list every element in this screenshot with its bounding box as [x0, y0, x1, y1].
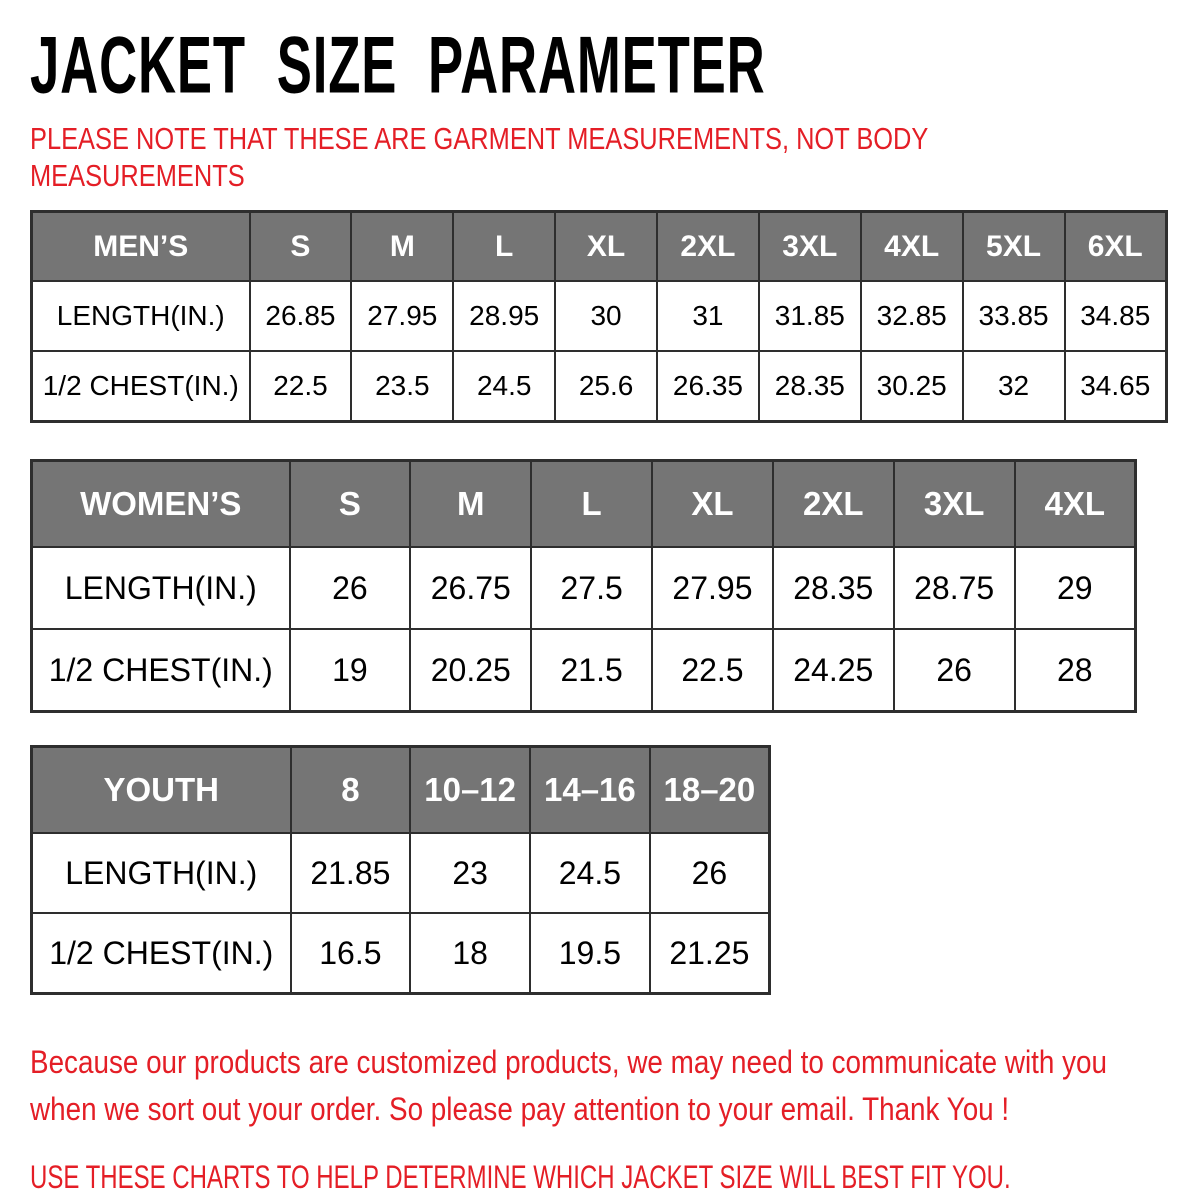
womens-size-header-4: 2XL: [773, 461, 894, 548]
mens-size-header-2: L: [453, 212, 555, 282]
youth-header-row: [32, 747, 770, 834]
mens-size-header-3: XL: [555, 212, 657, 282]
womens-size-header-1: M: [410, 461, 531, 548]
mens-size-header-8: 6XL: [1065, 212, 1167, 282]
youth-table-title-cell: YOUTH: [32, 747, 291, 834]
mens-size-header-4: 2XL: [657, 212, 759, 282]
mens-value-1-1: 23.5: [351, 351, 453, 422]
womens-size-header-0: S: [290, 461, 411, 548]
womens-value-0-4: 28.35: [773, 547, 894, 629]
womens-row-label-1: 1/2 CHEST(IN.): [32, 629, 290, 712]
mens-size-header-1: M: [351, 212, 453, 282]
mens-value-0-5: 31.85: [759, 281, 861, 351]
customization-notice: [30, 1039, 1168, 1133]
womens-value-1-0: 19: [290, 629, 411, 712]
mens-value-1-4: 26.35: [657, 351, 759, 422]
mens-value-0-1: 27.95: [351, 281, 453, 351]
youth-value-0-0: 21.85: [291, 833, 411, 913]
mens-value-0-7: 33.85: [963, 281, 1065, 351]
mens-value-0-3: 30: [555, 281, 657, 351]
mens-value-0-2: 28.95: [453, 281, 555, 351]
fit-advice-line: USE THESE CHARTS TO HELP DETERMINE WHICH JACKET SIZE WILL BEST FIT YOU.: [30, 1159, 1011, 1195]
womens-size-header-3: XL: [652, 461, 773, 548]
mens-value-0-0: 26.85: [250, 281, 352, 351]
mens-size-header-6: 4XL: [861, 212, 963, 282]
womens-size-header-6: 4XL: [1015, 461, 1136, 548]
womens-data-row-1: [32, 629, 1136, 712]
youth-row-label-1: 1/2 CHEST(IN.): [32, 913, 291, 994]
mens-row-label-1: 1/2 CHEST(IN.): [32, 351, 250, 422]
youth-size-header-2: 14–16: [530, 747, 650, 834]
womens-header-row: [32, 461, 1136, 548]
youth-value-0-1: 23: [410, 833, 530, 913]
customization-notice-line-2: when we sort out your order. So please pay attention to your email. Thank You !: [30, 1091, 1010, 1127]
mens-value-1-0: 22.5: [250, 351, 352, 422]
womens-value-0-3: 27.95: [652, 547, 773, 629]
womens-value-1-5: 26: [894, 629, 1015, 712]
youth-value-1-1: 18: [410, 913, 530, 994]
youth-size-table: [30, 745, 771, 995]
mens-size-header-7: 5XL: [963, 212, 1065, 282]
note-line-1: PLEASE NOTE THAT THESE ARE GARMENT MEASUREMENTS, NOT BODY: [30, 121, 929, 156]
womens-value-1-3: 22.5: [652, 629, 773, 712]
mens-header-row: [32, 212, 1167, 282]
youth-value-1-3: 21.25: [650, 913, 770, 994]
mens-data-row-1: [32, 351, 1167, 422]
mens-value-0-8: 34.85: [1065, 281, 1167, 351]
youth-data-row-1: [32, 913, 770, 994]
mens-value-1-7: 32: [963, 351, 1065, 422]
youth-data-row-0: [32, 833, 770, 913]
youth-value-1-2: 19.5: [530, 913, 650, 994]
mens-value-0-4: 31: [657, 281, 759, 351]
womens-value-0-2: 27.5: [531, 547, 652, 629]
mens-value-1-8: 34.65: [1065, 351, 1167, 422]
mens-size-header-0: S: [250, 212, 352, 282]
womens-value-0-6: 29: [1015, 547, 1136, 629]
page-title-wrap: [30, 0, 1168, 112]
womens-value-0-5: 28.75: [894, 547, 1015, 629]
womens-value-0-0: 26: [290, 547, 411, 629]
youth-size-header-1: 10–12: [410, 747, 530, 834]
womens-value-1-6: 28: [1015, 629, 1136, 712]
womens-value-1-2: 21.5: [531, 629, 652, 712]
youth-size-header-3: 18–20: [650, 747, 770, 834]
customization-notice-line-1: Because our products are customized products, we may need to communicate with you: [30, 1044, 1108, 1080]
mens-value-0-6: 32.85: [861, 281, 963, 351]
youth-row-label-0: LENGTH(IN.): [32, 833, 291, 913]
womens-value-1-1: 20.25: [410, 629, 531, 712]
mens-data-row-0: [32, 281, 1167, 351]
youth-size-header-0: 8: [291, 747, 411, 834]
mens-value-1-2: 24.5: [453, 351, 555, 422]
womens-size-header-2: L: [531, 461, 652, 548]
womens-table-title-cell: WOMEN’S: [32, 461, 290, 548]
womens-value-1-4: 24.25: [773, 629, 894, 712]
mens-value-1-5: 28.35: [759, 351, 861, 422]
womens-value-0-1: 26.75: [410, 547, 531, 629]
youth-value-1-0: 16.5: [291, 913, 411, 994]
mens-row-label-0: LENGTH(IN.): [32, 281, 250, 351]
youth-value-0-3: 26: [650, 833, 770, 913]
womens-size-table: [30, 459, 1137, 713]
womens-data-row-0: [32, 547, 1136, 629]
mens-size-header-5: 3XL: [759, 212, 861, 282]
mens-table-title-cell: MEN’S: [32, 212, 250, 282]
garment-measurement-note: [30, 120, 1168, 194]
womens-row-label-0: LENGTH(IN.): [32, 547, 290, 629]
mens-value-1-3: 25.6: [555, 351, 657, 422]
womens-size-header-5: 3XL: [894, 461, 1015, 548]
page-title: JACKET SIZE PARAMETER: [30, 20, 766, 111]
mens-value-1-6: 30.25: [861, 351, 963, 422]
note-line-2: MEASUREMENTS: [30, 158, 245, 193]
youth-value-0-2: 24.5: [530, 833, 650, 913]
mens-size-table: [30, 210, 1168, 423]
